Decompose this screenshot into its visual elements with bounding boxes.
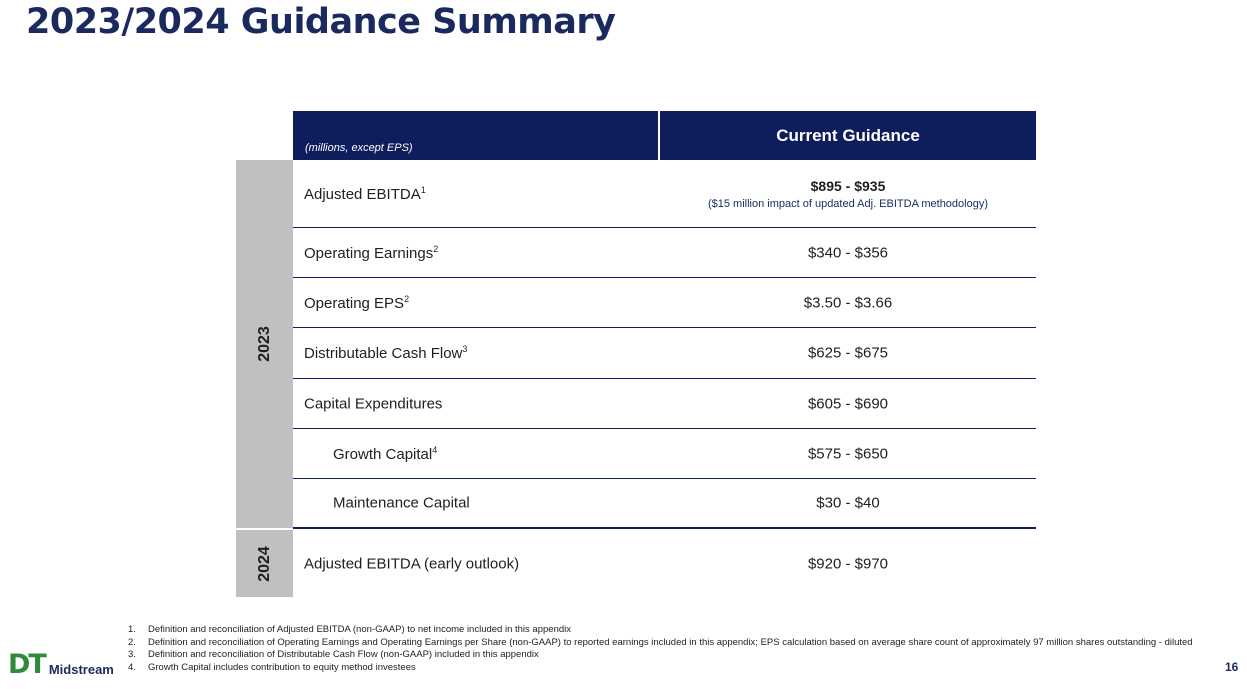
table-row (293, 379, 1036, 429)
table-row (293, 278, 1036, 328)
row-value: $340 - $356 (807, 244, 889, 261)
row-value: $920 - $970 (807, 555, 889, 572)
units-note: (millions, except EPS) (305, 142, 413, 154)
row-value-note: ($15 million impact of updated Adj. EBITDA methodology) (707, 197, 989, 210)
row-label: Distributable Cash Flow$^3$ (304, 344, 468, 362)
row-label: Maintenance Capital (333, 494, 470, 512)
logo-mark: DT (8, 649, 45, 680)
row-value: $3.50 - $3.66 (803, 294, 893, 311)
row-label: Growth Capital$^4$ (333, 444, 438, 463)
row-label: Operating EPS$^2$ (304, 293, 410, 312)
logo-text: Midstream (48, 662, 114, 677)
row-value-range: $895 - $935 (810, 177, 886, 194)
table-row (293, 228, 1036, 278)
footnote: 2. Definition and reconciliation of Operating Earnings and Operating Earnings per Share (non-GAAP) to reported earnings included in this appendix; EPS calculation based on average share count of approximately 97 million shares outstanding - diluted (128, 636, 1193, 648)
year-band-2024 (236, 530, 293, 597)
row-label: Adjusted EBITDA (early outlook) (304, 555, 520, 572)
footnote: 1. Definition and reconciliation of Adjusted EBITDA (non-GAAP) to net income included in this appendix (128, 624, 571, 635)
row-value: $605 - $690 (807, 395, 889, 412)
table-row (293, 530, 1036, 597)
footnote: 3. Definition and reconciliation of Distributable Cash Flow (non-GAAP) included in this appendix (128, 649, 539, 661)
row-value: $575 - $650 (807, 445, 889, 462)
page-number: 16 (1225, 660, 1239, 674)
table-row (293, 160, 1036, 228)
year-band-2023 (236, 160, 293, 528)
row-label: Capital Expenditures (304, 395, 443, 412)
row-value (660, 178, 1036, 210)
footnotes (128, 624, 1208, 674)
dt-midstream-logo (8, 649, 114, 680)
column-header-current-guidance: Current Guidance (660, 111, 1036, 160)
row-label: Adjusted EBITDA$^1$ (304, 184, 426, 203)
table-row (293, 328, 1036, 379)
table-row (293, 429, 1036, 479)
table-row (293, 479, 1036, 529)
row-value: $625 - $675 (807, 344, 889, 362)
footnote: 4. Growth Capital includes contribution to equity method investees (128, 661, 416, 673)
row-label: Operating Earnings$^2$ (304, 243, 439, 262)
page-title: 2023/2024 Guidance Summary (26, 2, 616, 42)
year-label-2024: 2024 (255, 545, 273, 582)
row-value: $30 - $40 (816, 494, 880, 512)
year-label-2023: 2023 (255, 326, 273, 362)
table-header-units (293, 111, 658, 160)
